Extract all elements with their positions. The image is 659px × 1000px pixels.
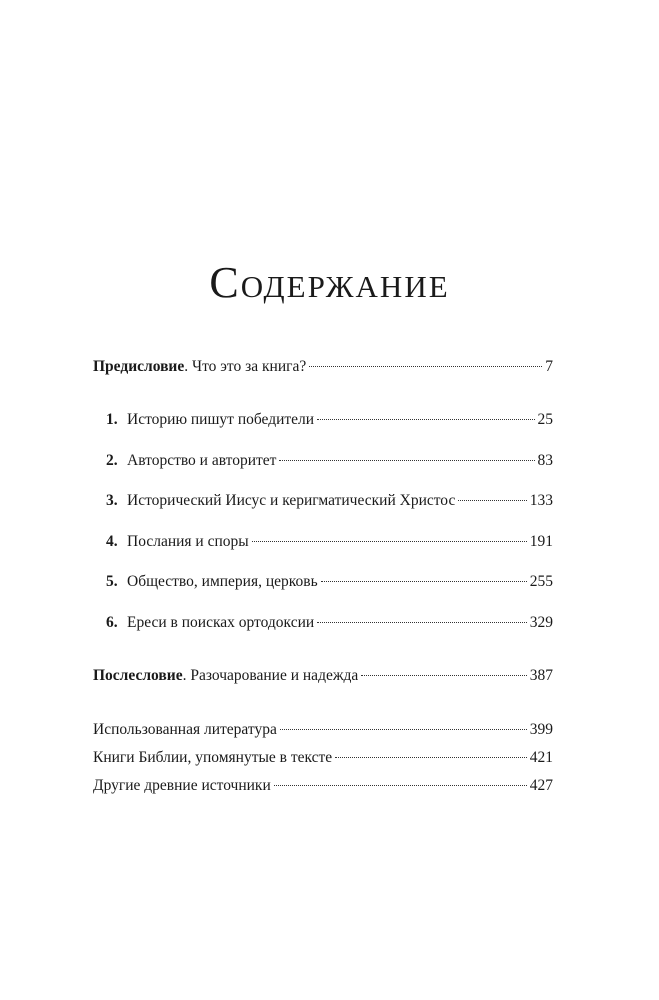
chapter-number: 4. <box>106 533 118 550</box>
page-number: 387 <box>529 667 553 684</box>
chapter-number: 1. <box>106 411 118 428</box>
leader-dots <box>361 675 526 676</box>
page-number: 133 <box>529 492 553 509</box>
leader-dots <box>280 729 527 730</box>
page-number: 399 <box>529 721 553 738</box>
leader-dots <box>458 500 526 501</box>
toc-entry-appendix-2[interactable] <box>93 748 553 768</box>
leader-dots <box>309 366 542 367</box>
toc-entry-chapter-5[interactable] <box>93 572 553 592</box>
appendix-title: Другие древние источники <box>93 777 271 794</box>
chapter-title: Авторство и авторитет <box>127 452 277 469</box>
leader-dots <box>252 541 527 542</box>
leader-dots <box>317 419 534 420</box>
preface-label-rest: . Что это за книга? <box>184 358 307 375</box>
chapter-title: Историю пишут победители <box>127 411 315 428</box>
toc-entry-chapter-2[interactable] <box>93 451 553 471</box>
chapter-number: 3. <box>106 492 118 509</box>
toc-entry-chapter-1[interactable] <box>93 410 553 430</box>
chapter-number: 5. <box>106 573 118 590</box>
toc-entry-appendix-1[interactable] <box>93 720 553 740</box>
leader-dots <box>279 460 534 461</box>
page-title: Содержание <box>209 258 450 308</box>
afterword-label-bold: Послесловие <box>93 667 183 684</box>
toc-entry-preface[interactable] <box>93 357 553 377</box>
page-number: 83 <box>537 452 553 469</box>
toc-entry-chapter-6[interactable] <box>93 613 553 633</box>
leader-dots <box>321 581 527 582</box>
page-number: 25 <box>537 411 553 428</box>
toc-entry-chapter-4[interactable] <box>93 532 553 552</box>
chapter-number: 6. <box>106 614 118 631</box>
afterword-label-rest: . Разочарование и надежда <box>182 667 359 684</box>
chapter-title: Послания и споры <box>127 533 249 550</box>
page-number: 191 <box>529 533 553 550</box>
chapter-title: Общество, империя, церковь <box>127 573 318 590</box>
page-number: 255 <box>529 573 553 590</box>
chapter-title: Ереси в поисках ортодоксии <box>127 614 315 631</box>
toc-entry-chapter-3[interactable] <box>93 491 553 511</box>
toc-entry-appendix-3[interactable] <box>93 776 553 796</box>
toc-entry-afterword[interactable] <box>93 666 553 686</box>
leader-dots <box>335 757 527 758</box>
appendix-title: Книги Библии, упомянутые в тексте <box>93 749 333 766</box>
page-number: 427 <box>529 777 553 794</box>
page-number: 7 <box>545 358 553 375</box>
chapter-title: Исторический Иисус и керигматический Христос <box>127 492 456 509</box>
page-number: 421 <box>529 749 553 766</box>
chapter-number: 2. <box>106 452 118 469</box>
preface-label-bold: Предисловие <box>93 358 185 375</box>
appendix-title: Использованная литература <box>93 721 277 738</box>
page-number: 329 <box>529 614 553 631</box>
leader-dots <box>317 622 527 623</box>
leader-dots <box>274 785 527 786</box>
